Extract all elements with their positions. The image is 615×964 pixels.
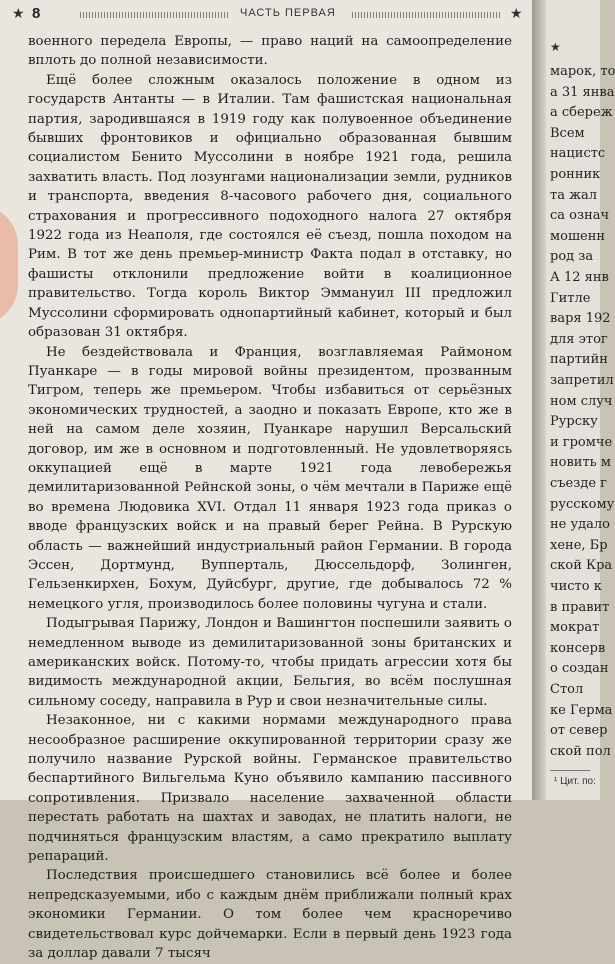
star-icon: ★ bbox=[550, 40, 561, 54]
right-page-line: ронник bbox=[550, 167, 601, 182]
right-page-line: для этог bbox=[550, 331, 608, 347]
right-page-line: Стол bbox=[550, 682, 584, 697]
right-page-line: нацистс bbox=[550, 146, 606, 162]
right-page-line: варя 192 bbox=[550, 311, 611, 327]
right-page-line: ном случ bbox=[550, 393, 613, 409]
page-number: 8 bbox=[32, 5, 41, 22]
right-page-line: от север bbox=[550, 723, 608, 739]
right-page-line: А 12 янв bbox=[550, 270, 609, 285]
thumb-shadow bbox=[0, 205, 18, 325]
star-icon: ★ bbox=[510, 6, 523, 22]
right-page-line: а сбереж bbox=[550, 105, 613, 121]
paragraph: Ещё более сложным оказалось положение в одном из государств Антанты — в Италии. Там фашистская национальная партия, зародившаяся в 1919 году как полувоенное объединение бывших фронтовиков и официально образованная бывшим социалистом Бенито Муссолини в ноябре 1921 года, решила захватить власть. Под лозунгами национализации земли, рудников и транспорта, введения 8-часового рабочего дня, социального страхования и прогрессивного подоходного налога 27 октября 1922 года из Неаполя, где состоялся её съезд, пошла походом на Рим. В тот же день премьер-министр Факта подал в отставку, но фашисты отклонили предложение войти в коалиционное правительство. Тогда король Виктор Эммануил III предложил Муссолини сформировать однопартийный кабинет, который и был образован 31 октября. bbox=[28, 72, 512, 341]
right-page-line: Рурску bbox=[550, 414, 598, 430]
running-title: ЧАСТЬ ПЕРВАЯ bbox=[240, 7, 336, 19]
right-page-line: ской пол bbox=[550, 743, 611, 759]
paragraph: Не бездействовала и Франция, возглавляемая Раймоном Пуанкаре — в годы мировой войны президентом, прозванным Тигром, теперь же премьером. Чтобы избавиться от серьёзных экономических трудностей, а заодно и показать Европе, кто же в ней на самом деле хозяин, Пуанкаре нарушил Версальский договор, им же в основном и подготовленный. Не удовлетворяясь оккупацией ещё в марте 1921 года левобережья демилитаризованной Рейнской зоны, о чём мечтали в Париже ещё во времена Людовика XVI. Отдал 11 января 1923 года приказ о вводе французских войск и на правый берег Рейна. В Рурскую область — важнейший индустриальный район Германии. В города Эссен, Дортмунд, Вупперталь, Дюссельдорф, Золинген, Гельзенкирхен, Бохум, Дуйсбург, другие, где добывалось 72 % немецкого угля, производилось более половины чугуна и стали. bbox=[28, 344, 512, 612]
body-text bbox=[28, 32, 512, 964]
right-page-line: съезде г bbox=[550, 476, 607, 491]
right-page-line: в правит bbox=[550, 599, 610, 615]
footnote-rule bbox=[550, 770, 590, 771]
right-page-line: марок, то bbox=[550, 64, 615, 79]
right-page-line: чисто к bbox=[550, 579, 602, 594]
paragraph: военного передела Европы, — право наций на самоопределение вплоть до полной независимости. bbox=[28, 34, 512, 69]
star-icon: ★ bbox=[12, 6, 25, 22]
right-page-line: Всем bbox=[550, 125, 585, 141]
right-page-line: консерв bbox=[550, 640, 606, 656]
right-page-line: са означ bbox=[550, 208, 610, 224]
header-rule-left bbox=[80, 12, 230, 18]
right-page-line: а 31 янва bbox=[550, 84, 615, 100]
header-rule-right bbox=[352, 12, 502, 18]
right-page-line: о создан bbox=[550, 661, 609, 677]
book-gutter bbox=[532, 0, 546, 800]
right-page-line: род за bbox=[550, 249, 594, 265]
right-page-line: запретил bbox=[550, 373, 614, 388]
right-page-line: партийн bbox=[550, 352, 608, 368]
right-page-line: та жал bbox=[550, 187, 598, 203]
right-page-line: не удало bbox=[550, 517, 610, 533]
right-page-line: новить м bbox=[550, 455, 611, 471]
paragraph: Незаконное, ни с какими нормами международного права несообразное расширение оккупированной территории сразу же получило название Рурской войны. Германское правительство беспартийного Вильгельма Куно объявило кампанию пассивного сопротивления. Призвало население захваченной области перестать работать на шахтах и заводах, не платить налоги, не подчиняться французским властям, а само прекратило выплату репараций. bbox=[28, 713, 512, 865]
paragraph: Подыгрывая Парижу, Лондон и Вашингтон поспешили заявить о немедленном выводе из демилитаризованной зоны британских и американских войск. Потому-то, чтобы придать агрессии хотя бы видимость международной акции, Бельгия, во всём послушная сильному соседу, направила в Рур и свои незначительные силы. bbox=[28, 616, 512, 709]
right-page-line: ской Кра bbox=[550, 558, 613, 574]
right-page-line: хене, Бр bbox=[550, 537, 608, 553]
footnote: ¹ Цит. по: bbox=[554, 776, 596, 787]
page-header bbox=[0, 0, 532, 32]
right-page-line: мошенн bbox=[550, 228, 606, 244]
right-page-line: Гитле bbox=[550, 290, 591, 306]
right-page-line: мократ bbox=[550, 620, 600, 636]
right-page-line: и громче bbox=[550, 434, 613, 450]
right-page-line: ке Герма bbox=[550, 702, 613, 718]
right-page bbox=[546, 0, 615, 800]
paragraph: Последствия происшедшего становились всё более и более непредсказуемыми, ибо с каждым днём приближали полный крах экономики Германии. О том более чем красноречиво свидетельствовал курс дойчемарки. Если в первый день 1923 года за доллар давали 7 тысяч bbox=[28, 868, 512, 962]
right-page-line: русскому bbox=[550, 496, 615, 512]
